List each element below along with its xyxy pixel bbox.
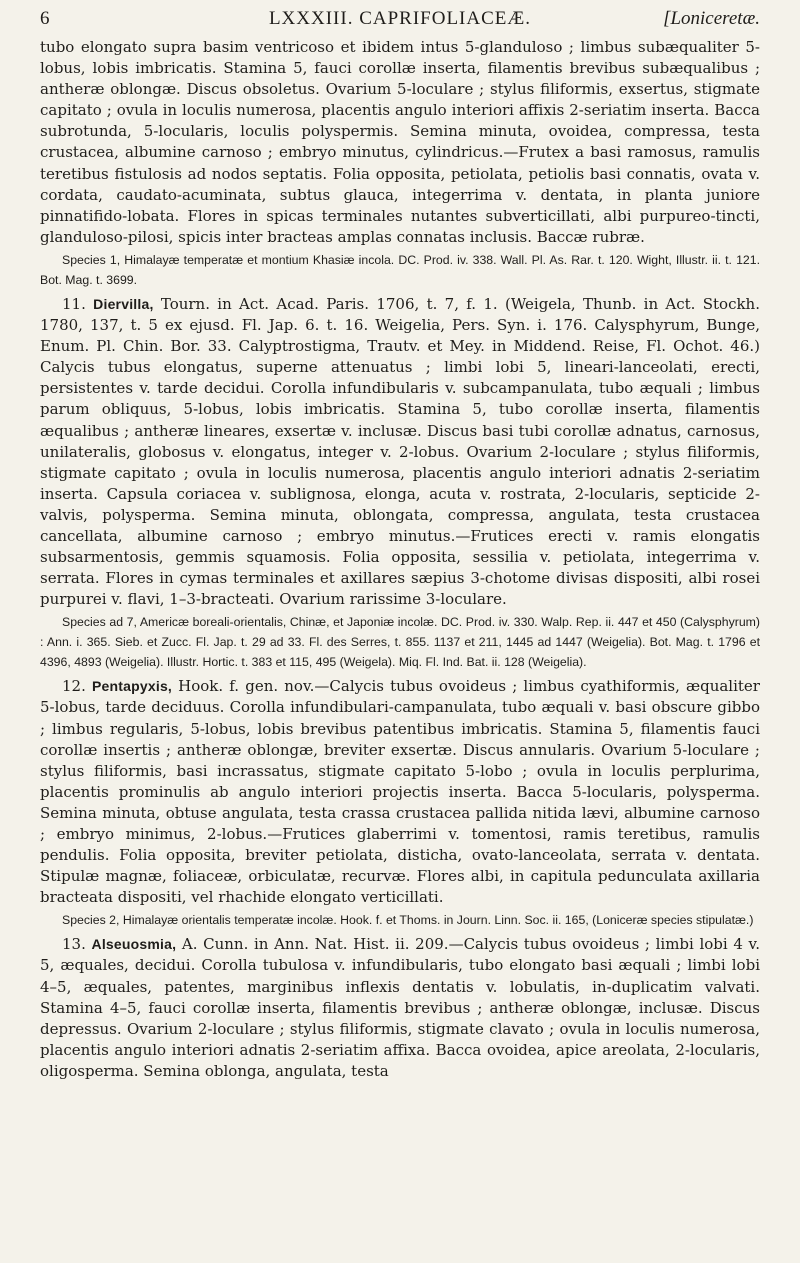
section-title: [Loniceretæ. bbox=[663, 8, 760, 29]
species-note-3: Species 2, Himalayæ orientalis temperatæ incolæ. Hook. f. et Thoms. in Journ. Linn. Soc. ii. 165, (Loniceræ species stipulatæ.) bbox=[62, 913, 754, 928]
genus-text: A. Cunn. in Ann. Nat. Hist. ii. 209.—Calycis tubus ovoideus ; limbi lobi 4 v. 5, æquales, decidui. Corolla tubulosa v. infundibularis, tubo elongato basi æquali ; limbi lobi 4–5, æquales, patentes, marginibus inflexis dentatis v. lobulatis, in-duplicatim valvati. Stamina 4–5, fauci corollæ inserta, filamentis brevibus ; antheræ oblongæ, inclusæ. Discus depressus. Ovarium 2-loculare ; stylus filiformis, stigmate clavato ; ovula in loculis numerosa, placentis angulo interiori adnatis 2-seriatim affixa. Bacca ovoidea, apice areolata, 2-locularis, oligosperma. Semina oblonga, angulata, testa bbox=[40, 935, 760, 1080]
genus-name: Alseuosmia, bbox=[91, 936, 177, 953]
genus-text: Tourn. in Act. Acad. Paris. 1706, t. 7, f. 1. (Weigela, Thunb. in Act. Stockh. 1780, 137, t. 5 ex ejusd. Fl. Jap. 6. t. 16. Weigelia, Pers. Syn. i. 176. Calysphyrum, Bunge, Enum. Pl. Chin. Bor. 33. Calyptrostigma, Trautv. et Mey. in Middend. Reise, Fl. Ochot. 46.) Calycis tubus elongatus, superne attenuatus ; limbi lobi 5, lineari-lanceolati, erecti, persistentes v. tarde decidui. Corolla infundibularis v. subcampanulata, tubo æquali ; limbus parum obliquus, 5-lobus, lobis imbricatis. Stamina 5, tubo corollæ inserta, filamentis æqualibus ; antheræ lineares, exsertæ v. inclusæ. Discus basi tubi corollæ adnatus, carnosus, unilateralis, globosus v. elongatus, integer v. 2-lobus. Ovarium 2-loculare ; stylus filiformis, stigmate capitato ; ovula in loculis numerosa, placentis angulo interiori adnatis 2-seriatim inserta. Capsula coriacea v. sublignosa, elonga, acuta v. rostrata, 2-locularis, septicide 2-valvis, polysperma. Semina minuta, oblongata, compressa, angulata, testa crustacea cancellata, albumine carnoso ; embryo minutus.—Frutices erecti v. ramis elongatis subsarmentosis, gemmis squamosis. Folia opposita, sessilia v. petiolata, integerrima v. serrata. Flores in cymas terminales et axillares sæpius 3-chotome divisas dispositi, albi rosei purpurei v. flavi, 1–3-bracteati. Ovarium rarissime 3-loculare. bbox=[40, 294, 760, 609]
genus-pentapyxis bbox=[40, 676, 760, 908]
genus-number: 12. bbox=[62, 677, 86, 696]
genus-diervilla bbox=[40, 294, 760, 610]
species-note-2: Species ad 7, Americæ boreali-orientalis, Chinæ, et Japoniæ incolæ. DC. Prod. iv. 330. Walp. Rep. ii. 447 et 450 (Calysphyrum) : Ann. i. 365. Sieb. et Zucc. Fl. Jap. t. 29 ad 33. Fl. des Serres, t. 855. 1137 et 211, 1445 ad 1447 (Weigelia). Bot. Mag. t. 1796 et 4396, 4893 (Weigelia). Illustr. Hortic. t. 383 et 115, 495 (Weigela). Miq. Fl. Ind. Bat. ii. 128 (Weigelia). bbox=[40, 615, 760, 670]
running-header bbox=[40, 8, 760, 30]
genus-alseuosmia bbox=[40, 934, 760, 1082]
chapter-title: LXXXIII. CAPRIFOLIACEÆ. bbox=[268, 8, 532, 29]
genus-name: Pentapyxis, bbox=[92, 678, 173, 695]
genus-number: 13. bbox=[62, 935, 86, 954]
page-number: 6 bbox=[40, 8, 50, 29]
genus-text: Hook. f. gen. nov.—Calycis tubus ovoideus ; limbus cyathiformis, æqualiter 5-lobus, tarde deciduus. Corolla infundibulari-campanulata, tubo æquali v. basi obscure gibbo ; limbus regularis, 5-lobus, lobis brevibus patentibus imbricatis. Stamina 5, filamentis fauci corollæ insertis ; antheræ oblongæ, breviter exsertæ. Discus annularis. Ovarium 5-loculare ; stylus filiformis, basi incrassatus, stigmate capitato 5-lobo ; ovula in loculis perplurima, placentis prominulis ab angulo interiori projectis inserta. Bacca 5-locularis, polysperma. Semina minuta, obtuse angulata, testa crassa crustacea pallida nitida lævi, albumine carnoso ; embryo minimus, 2-lobus.—Frutices glaberrimi v. tomentosi, ramis teretibus, ramulis pendulis. Folia opposita, breviter petiolata, disticha, ovato-lanceolata, serrata v. dentata. Stipulæ magnæ, foliaceæ, orbiculatæ, recurvæ. Flores albi, in capitula pedunculata axillaria bracteata dispositi, vel rhachide elongato verticillati. bbox=[40, 677, 760, 907]
species-note-1: Species 1, Himalayæ temperatæ et montium Khasiæ incola. DC. Prod. iv. 338. Wall. Pl. As. Rar. t. 120. Wight, Illustr. ii. t. 121. Bot. Mag. t. 3699. bbox=[40, 252, 760, 287]
paragraph-lonicera-desc: tubo elongato supra basim ventricoso et ibidem intus 5-glanduloso ; limbus subæqualiter 5-lobus, lobis imbricatis. Stamina 5, fauci corollæ inserta, filamentis brevibus subæqualibus ; antheræ oblongæ. Discus obsoletus. Ovarium 5-loculare ; stylus filiformis, exsertus, stigmate capitato ; ovula in loculis numerosa, placentis angulo interiori affixis 2-seriatim inserta. Bacca subrotunda, 5-locularis, loculis polyspermis. Semina minuta, ovoidea, compressa, testa crustacea, albumine carnoso ; embryo minutus, cylindricus.—Frutex a basi ramosus, ramulis teretibus fistulosis ad nodos septatis. Folia opposita, petiolata, petiolis basi connatis, ovata v. cordata, caudato-acuminata, subtus glauca, integerrima v. dentata, in planta juniore pinnatifido-lobata. Flores in spicas terminales nutantes subverticillati, albi purpureo-tincti, glanduloso-pilosi, spicis inter bracteas amplas connatas inclusis. Baccæ rubræ. bbox=[40, 38, 760, 246]
genus-name: Diervilla, bbox=[93, 295, 154, 312]
text-body bbox=[40, 37, 760, 1082]
genus-number: 11. bbox=[62, 294, 86, 313]
